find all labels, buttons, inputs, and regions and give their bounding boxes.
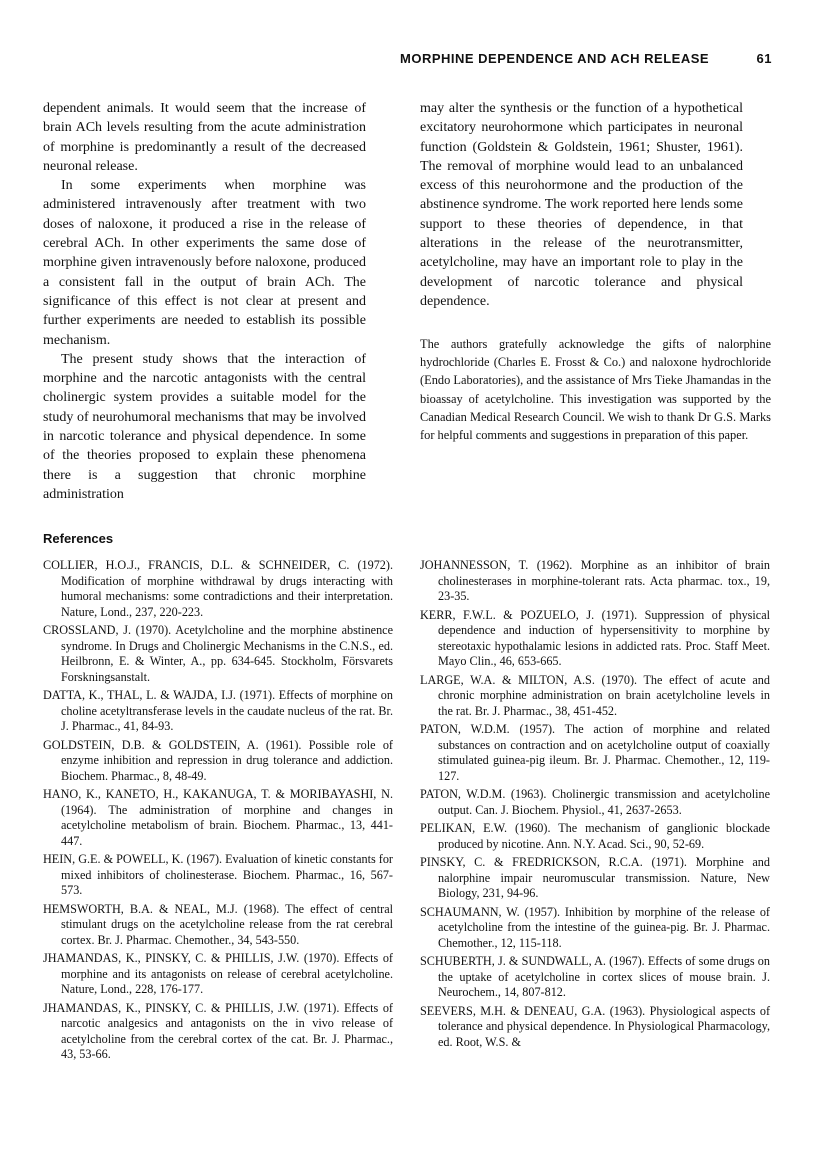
reference-entry: PINSKY, C. & FREDRICKSON, R.C.A. (1971). Morphine and nalorphine impair neuromuscular transmission. Nature, New Biology, 231, 94-96.: [420, 855, 770, 900]
page-header: [400, 47, 772, 69]
acknowledgement-text: The authors gratefully acknowledge the gifts of nalorphine hydrochloride (Charles E. Frosst & Co.) and naloxone hydrochloride (Endo Laboratories), and the assistance of Mrs Tieke Jhamandas in the bioassay of acetylcholine. This investigation was supported by the Canadian Medical Research Council. We wish to thank Dr G.S. Marks for helpful comments and suggestions in preparation of this paper.: [420, 337, 771, 443]
reference-entry: CROSSLAND, J. (1970). Acetylcholine and the morphine abstinence syndrome. In Drugs and Cholinergic Mechanisms in the C.N.S., ed. Heilbronn, E. & Winter, A., pp. 634-645. Stockholm, Försvarets Forskningsanstalt.: [43, 623, 393, 684]
reference-entry: PATON, W.D.M. (1957). The action of morphine and related substances on contraction and on acetylcholine output of coaxially stimulated guinea-pig ileum. Br. J. Pharmac. Chemother., 12, 119-127.: [420, 722, 770, 783]
running-title: MORPHINE DEPENDENCE AND ACH RELEASE: [400, 50, 710, 66]
reference-entry: COLLIER, H.O.J., FRANCIS, D.L. & SCHNEIDER, C. (1972). Modification of morphine withdrawal by drugs interacting with humoral mechanisms: some contradictions and their interpretation. Nature, Lond., 237, 220-223.: [43, 558, 393, 619]
references-heading: References: [43, 531, 114, 546]
page-number: 61: [756, 50, 772, 66]
body-paragraph: dependent animals. It would seem that the increase of brain ACh levels resulting from the acute administration of morphine is predominantly a result of the decreased neuronal release.: [43, 101, 366, 174]
reference-entry: SEEVERS, M.H. & DENEAU, G.A. (1963). Physiological aspects of tolerance and physical dependence. In Physiological Pharmacology, ed. Root, W.S. &: [420, 1003, 770, 1049]
body-paragraph: In some experiments when morphine was administered intravenously after treatment with two doses of naloxone, it produced a rise in the release of cerebral ACh. In other experiments the same dose of morphine given intravenously before naloxone, produced a consistent fall in the output of brain ACh. The significance of this effect is not clear at present and further experiments are needed to establish its possible mechanism.: [43, 178, 366, 348]
reference-entry: JHAMANDAS, K., PINSKY, C. & PHILLIS, J.W. (1971). Effects of narcotic analgesics and antagonists on the in vivo release of acetylcholine from the cerebral cortex of the cat. Br. J. Pharmac., 43, 53-66.: [43, 1000, 393, 1061]
references-column-right: [420, 558, 770, 1053]
reference-entry: HANO, K., KANETO, H., KAKANUGA, T. & MORIBAYASHI, N. (1964). The administration of morphine and changes in acetylcholine metabolism of brain. Biochem. Pharmac., 13, 441-447.: [43, 787, 393, 848]
reference-entry: PELIKAN, E.W. (1960). The mechanism of ganglionic blockade produced by nicotine. Ann. N.Y. Acad. Sci., 90, 52-69.: [420, 821, 770, 851]
reference-entry: DATTA, K., THAL, L. & WAJDA, I.J. (1971). Effects of morphine on choline acetyltransferase levels in the caudate nucleus of the rat. Br. J. Pharmac., 41, 84-93.: [43, 688, 393, 733]
reference-entry: HEMSWORTH, B.A. & NEAL, M.J. (1968). The effect of central stimulant drugs on the acetylcholine release from the rat cerebral cortex. Br. J. Pharmac. Chemother., 34, 543-550.: [43, 901, 393, 947]
reference-entry: KERR, F.W.L. & POZUELO, J. (1971). Suppression of physical dependence and induction of hypersensitivity to morphine by stereotaxic hypothalamic lesions in addicted rats. Proc. Staff Meet. Mayo Clin., 46, 653-665.: [420, 607, 770, 668]
body-column-right: [420, 99, 743, 311]
body-paragraph: The present study shows that the interaction of morphine and the narcotic antagonists with the central cholinergic system provides a suitable model for the study of neurohumoral mechanisms that may be involved in narcotic tolerance and physical dependence. In some of the theories proposed to explain these phenomena there is a suggestion that chronic morphine administration: [43, 351, 366, 502]
reference-entry: JHAMANDAS, K., PINSKY, C. & PHILLIS, J.W. (1970). Effects of morphine and its antagonists on release of cerebral acetylcholine. Nature, Lond., 228, 176-177.: [43, 951, 393, 996]
body-paragraph: may alter the synthesis or the function of a hypothetical excitatory neurohormone which participates in neuronal function (Goldstein & Goldstein, 1961; Shuster, 1961). The removal of morphine would lead to an unbalanced excess of this neurohormone and the production of the abstinence syndrome. The work reported here lends some support to these theories of dependence, in that alterations in the release of the neurotransmitter, acetylcholine, may have an important role to play in the development of narcotic tolerance and physical dependence.: [420, 101, 743, 309]
acknowledgement: [420, 335, 771, 444]
reference-entry: SCHUBERTH, J. & SUNDWALL, A. (1967). Effects of some drugs on the uptake of acetylcholine in cortex slices of mouse brain. J. Neurochem., 14, 807-812.: [420, 954, 770, 999]
reference-entry: GOLDSTEIN, D.B. & GOLDSTEIN, A. (1961). Possible role of enzyme inhibition and repression in drug tolerance and addiction. Biochem. Pharmac., 8, 48-49.: [43, 737, 393, 783]
references-column-left: [43, 558, 393, 1066]
reference-entry: HEIN, G.E. & POWELL, K. (1967). Evaluation of kinetic constants for mixed inhibitors of cholinesterase. Biochem. Pharmac., 16, 567-573.: [43, 852, 393, 897]
reference-entry: LARGE, W.A. & MILTON, A.S. (1970). The effect of acute and chronic morphine administration on brain acetylcholine levels in the rat. Br. J. Pharmac., 38, 451-452.: [420, 672, 770, 718]
body-column-left: [43, 99, 366, 504]
reference-entry: PATON, W.D.M. (1963). Cholinergic transmission and acetylcholine output. Can. J. Biochem. Physiol., 41, 2637-2653.: [420, 787, 770, 817]
reference-entry: JOHANNESSON, T. (1962). Morphine as an inhibitor of brain cholinesterases in morphine-tolerant rats. Acta pharmac. tox., 19, 23-35.: [420, 558, 770, 603]
reference-entry: SCHAUMANN, W. (1957). Inhibition by morphine of the release of acetylcholine from the intestine of the guinea-pig. Br. J. Pharmac. Chemother., 12, 115-118.: [420, 904, 770, 950]
